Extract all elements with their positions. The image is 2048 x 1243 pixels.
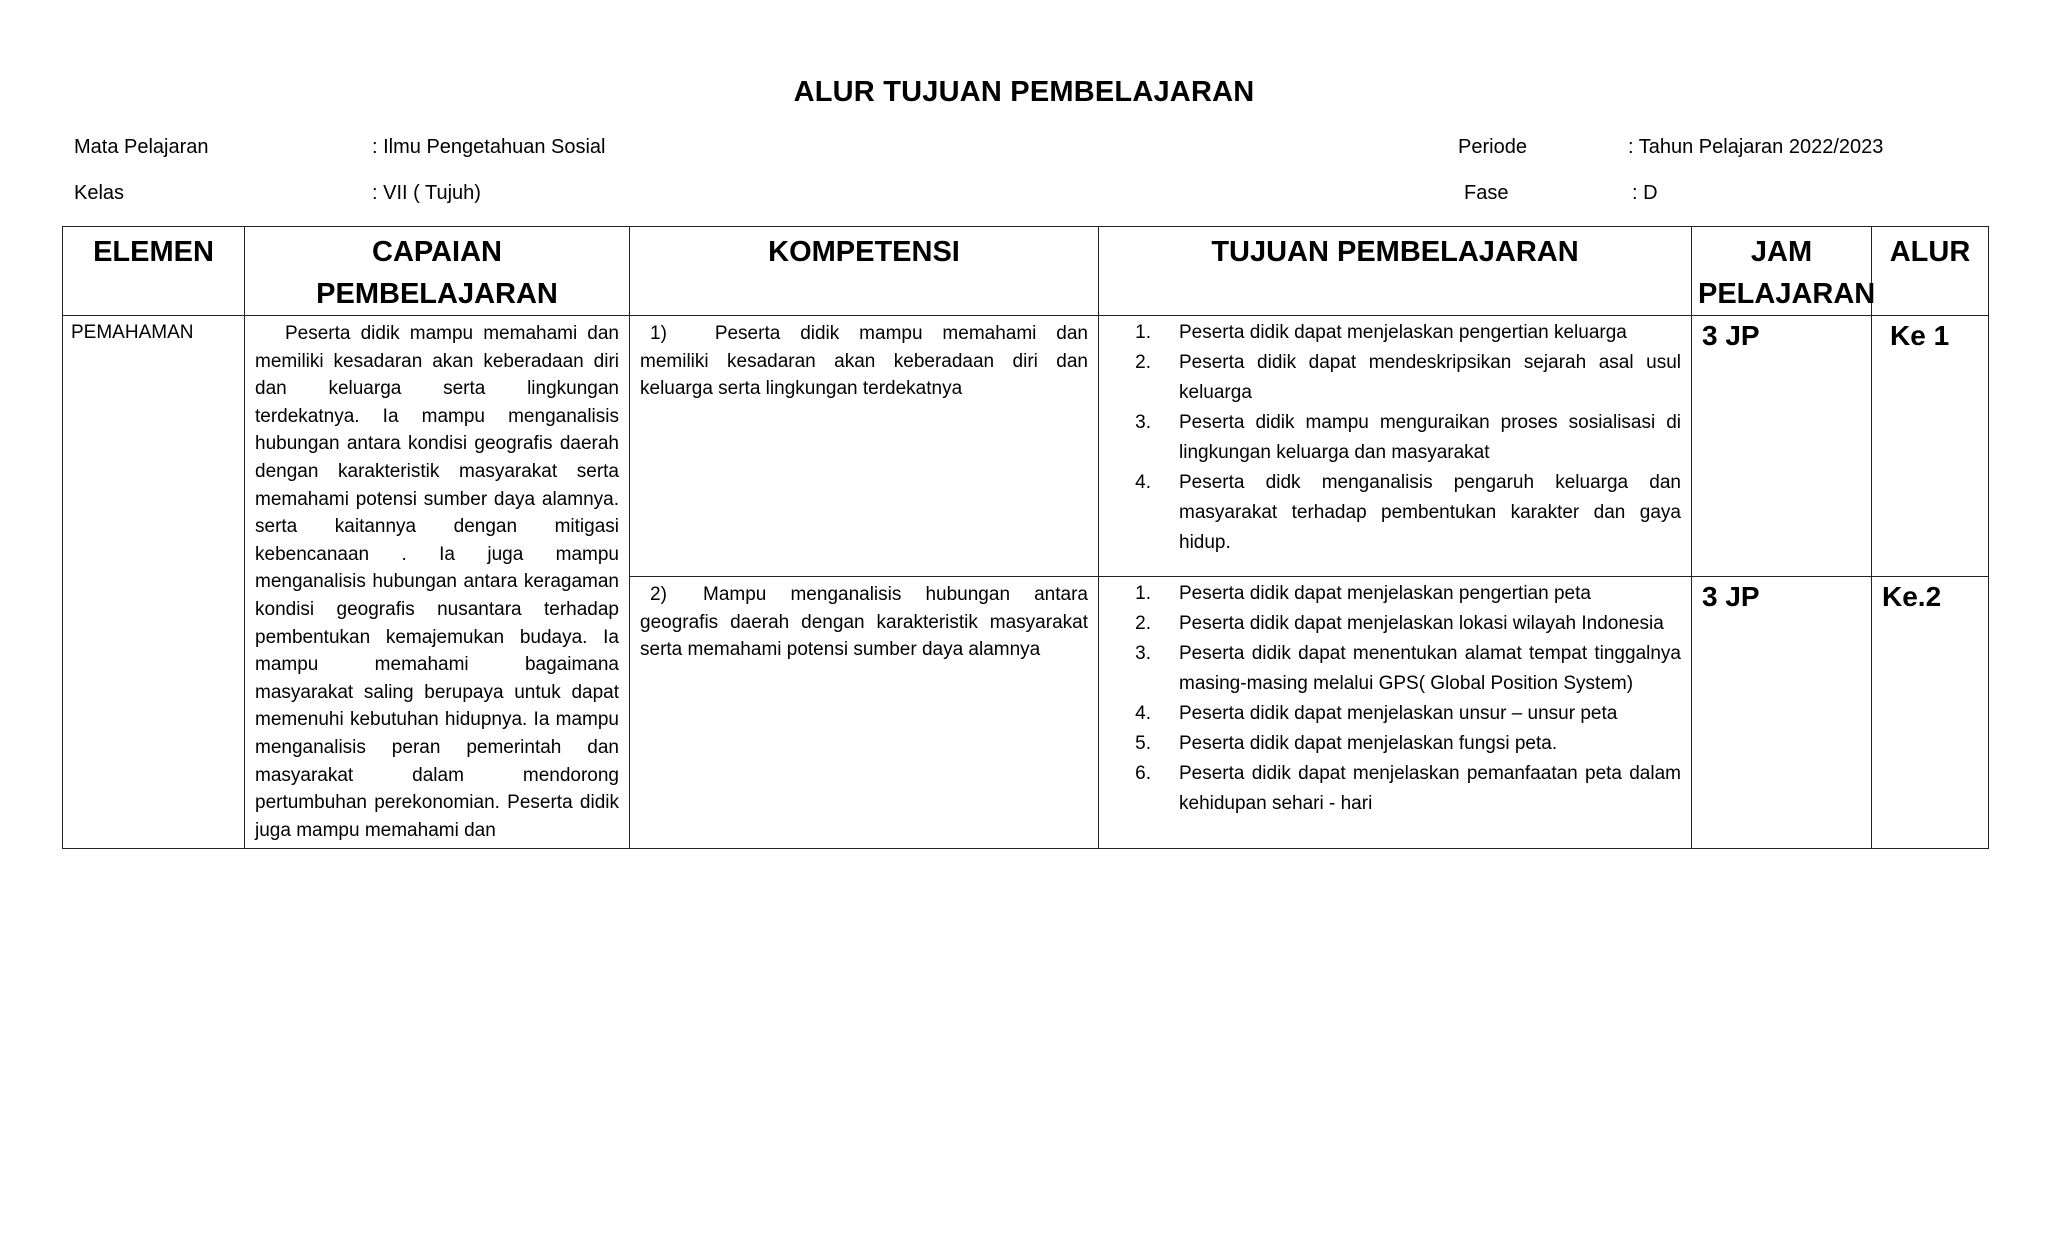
capaian-cell bbox=[245, 316, 630, 849]
list-item bbox=[1105, 408, 1681, 468]
item-number: 3. bbox=[1135, 643, 1151, 664]
jam-cell: 3 JP bbox=[1692, 316, 1872, 577]
header-kompetensi: KOMPETENSI bbox=[630, 227, 1099, 316]
item-text: Peserta didik dapat menjelaskan lokasi wilayah Indonesia bbox=[1179, 613, 1664, 634]
header-capaian: CAPAIAN PEMBELAJARAN bbox=[245, 227, 630, 316]
item-number: 6. bbox=[1135, 763, 1151, 784]
periode-label: Periode bbox=[1458, 136, 1527, 158]
header-jam: JAM PELAJARAN bbox=[1692, 227, 1872, 316]
capaian-text: Peserta didik mampu memahami dan memiliki kesadaran akan keberadaan diri dan keluarga serta lingkungan terdekatnya. Ia mampu menganalisis hubungan antara kondisi geografis daerah dengan karakteristik masyarakat serta memahami potensi sumber daya alamnya. serta kaitannya dengan mitigasi kebencanaan . Ia juga mampu menganalisis hubungan antara keragaman kondisi geografis nusantara terhadap pembentukan kemajemukan budaya. Ia mampu memahami bagaimana masyarakat saling berupaya untuk dapat memenuhi kebutuhan hidupnya. Ia mampu menganalisis peran pemerintah dan masyarakat dalam mendorong pertumbuhan perekonomian. Peserta didik juga mampu memahami dan bbox=[255, 323, 619, 841]
list-item bbox=[1105, 579, 1681, 609]
table-row bbox=[63, 316, 1989, 577]
item-text: Peserta didik mampu menguraikan proses sosialisasi di lingkungan keluarga dan masyarakat bbox=[1179, 412, 1681, 463]
list-item bbox=[1105, 729, 1681, 759]
fase-value: : D bbox=[1632, 182, 1658, 204]
tujuan-list bbox=[1105, 318, 1681, 558]
jam-cell: 3 JP bbox=[1692, 577, 1872, 849]
kompetensi-number: 1) bbox=[650, 323, 667, 344]
list-item bbox=[1105, 759, 1681, 819]
kompetensi-text: Mampu menganalisis hubungan antara geografis daerah dengan karakteristik masyarakat serta memahami potensi sumber daya alamnya bbox=[640, 584, 1088, 661]
tujuan-list bbox=[1105, 579, 1681, 819]
list-item bbox=[1105, 639, 1681, 699]
header-elemen: ELEMEN bbox=[63, 227, 245, 316]
page-title: ALUR TUJUAN PEMBELAJARAN bbox=[793, 76, 1255, 108]
kelas-label: Kelas bbox=[74, 182, 125, 204]
kompetensi-text: Peserta didik mampu memahami dan memiliki kesadaran akan keberadaan diri dan keluarga serta lingkungan terdekatnya bbox=[640, 323, 1088, 400]
item-number: 4. bbox=[1135, 703, 1151, 724]
header-alur: ALUR bbox=[1872, 227, 1989, 316]
item-text: Peserta didik dapat menentukan alamat tempat tinggalnya masing-masing melalui GPS( Global Position System) bbox=[1179, 643, 1681, 694]
list-item bbox=[1105, 609, 1681, 639]
header-row bbox=[63, 227, 1989, 316]
list-item bbox=[1105, 468, 1681, 558]
list-item bbox=[1105, 348, 1681, 408]
mapel-value: : Ilmu Pengetahuan Sosial bbox=[372, 136, 606, 158]
elemen-cell: PEMAHAMAN bbox=[63, 316, 245, 849]
item-number: 1. bbox=[1135, 322, 1151, 343]
item-number: 2. bbox=[1135, 352, 1151, 373]
item-number: 2. bbox=[1135, 613, 1151, 634]
item-text: Peserta didk menganalisis pengaruh keluarga dan masyarakat terhadap pembentukan karakter dan gaya hidup. bbox=[1179, 472, 1681, 553]
header-tujuan: TUJUAN PEMBELAJARAN bbox=[1099, 227, 1692, 316]
item-text: Peserta didik dapat menjelaskan unsur – unsur peta bbox=[1179, 703, 1618, 724]
tujuan-cell bbox=[1099, 316, 1692, 577]
kelas-value: : VII ( Tujuh) bbox=[372, 182, 481, 204]
item-text: Peserta didik dapat menjelaskan pemanfaatan peta dalam kehidupan sehari - hari bbox=[1179, 763, 1681, 814]
item-text: Peserta didik dapat menjelaskan fungsi peta. bbox=[1179, 733, 1558, 754]
kompetensi-cell bbox=[630, 316, 1099, 577]
kompetensi-number: 2) bbox=[650, 584, 667, 605]
item-number: 1. bbox=[1135, 583, 1151, 604]
alur-cell: Ke.2 bbox=[1872, 577, 1989, 849]
item-text: Peserta didik dapat menjelaskan pengertian peta bbox=[1179, 583, 1591, 604]
list-item bbox=[1105, 699, 1681, 729]
item-number: 5. bbox=[1135, 733, 1151, 754]
fase-label: Fase bbox=[1464, 182, 1509, 204]
list-item bbox=[1105, 318, 1681, 348]
atp-table bbox=[62, 226, 1989, 849]
item-number: 4. bbox=[1135, 472, 1151, 493]
tujuan-cell bbox=[1099, 577, 1692, 849]
item-number: 3. bbox=[1135, 412, 1151, 433]
item-text: Peserta didik dapat mendeskripsikan sejarah asal usul keluarga bbox=[1179, 352, 1681, 403]
alur-cell: Ke 1 bbox=[1872, 316, 1989, 577]
mapel-label: Mata Pelajaran bbox=[74, 136, 209, 158]
item-text: Peserta didik dapat menjelaskan pengertian keluarga bbox=[1179, 322, 1627, 343]
periode-value: : Tahun Pelajaran 2022/2023 bbox=[1628, 136, 1884, 158]
kompetensi-cell bbox=[630, 577, 1099, 849]
